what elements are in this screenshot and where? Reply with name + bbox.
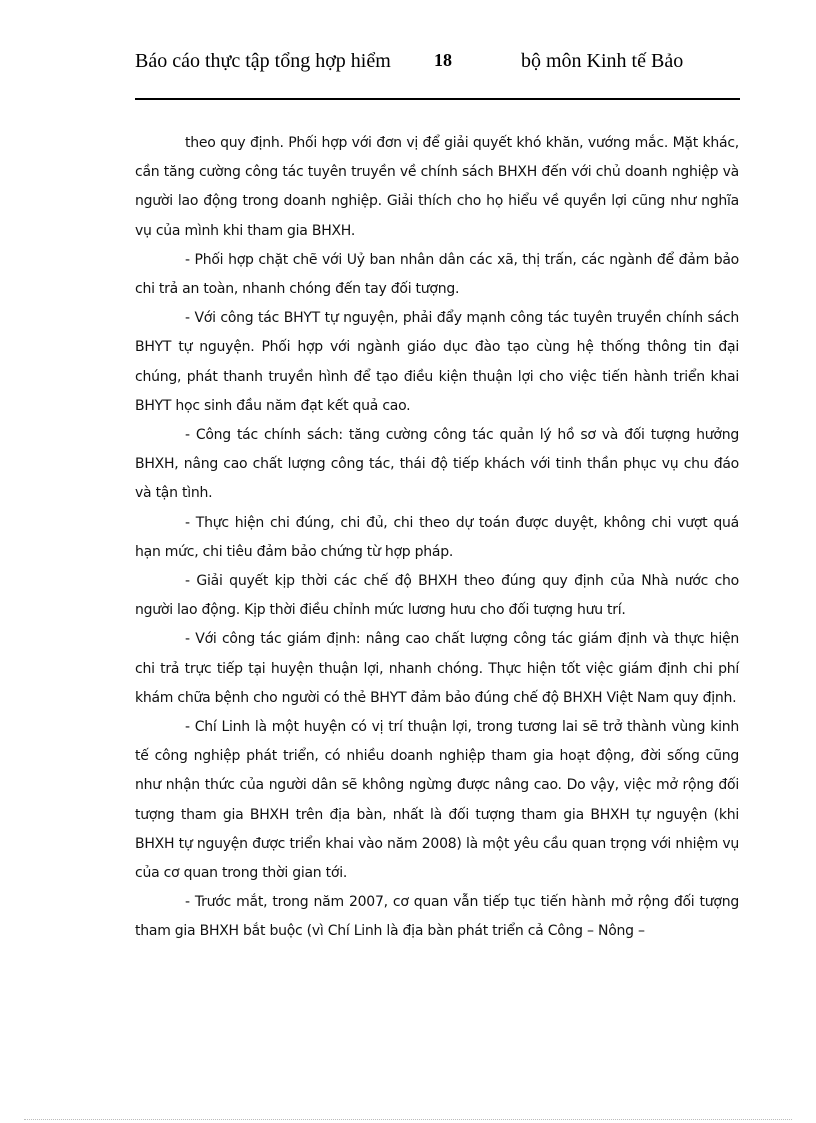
header-department: bộ môn Kinh tế Bảo [521, 50, 684, 72]
footer-divider [24, 1119, 792, 1120]
paragraph: theo quy định. Phối hợp với đơn vị để giải quyết khó khăn, vướng mắc. Mặt khác, cần tăng cường công tác tuyên truyền về chính sách BHXH đến với chủ doanh nghiệp và người lao động trong doanh nghiệp. Giải thích cho họ hiểu về quyền lợi cũng như nghĩa vụ của mình khi tham gia BHXH. [135, 135, 739, 239]
body-text [135, 129, 739, 947]
header-divider [135, 98, 740, 100]
paragraph: - Với công tác BHYT tự nguyện, phải đẩy mạnh công tác tuyên truyền chính sách BHYT tự nguyện. Phối hợp với ngành giáo dục đào tạo cùng hệ thống thông tin đại chúng, phát thanh truyền hình để tạo điều kiện thuận lợi cho việc tiến hành triển khai BHYT học sinh đầu năm đạt kết quả cao. [135, 310, 739, 414]
paragraph: - Công tác chính sách: tăng cường công tác quản lý hồ sơ và đối tượng hưởng BHXH, nâng cao chất lượng công tác, thái độ tiếp khách với tinh thần phục vụ chu đáo và tận tình. [135, 427, 739, 502]
paragraph: - Chí Linh là một huyện có vị trí thuận lợi, trong tương lai sẽ trở thành vùng kinh tế công nghiệp phát triển, có nhiều doanh nghiệp tham gia hoạt động, đời sống cũng như nhận thức của người dân sẽ không ngừng được nâng cao. Do vậy, việc mở rộng đối tượng tham gia BHXH trên địa bàn, nhất là đối tượng tham gia BHXH tự nguyện (khi BHXH tự nguyện được triển khai vào năm 2008) là một yêu cầu quan trọng với nhiệm vụ của cơ quan trong thời gian tới. [135, 719, 739, 882]
paragraph: - Với công tác giám định: nâng cao chất lượng công tác giám định và thực hiện chi trả trực tiếp tại huyện thuận lợi, nhanh chóng. Thực hiện tốt việc giám định chi phí khám chữa bệnh cho người có thẻ BHYT đảm bảo đúng chế độ BHXH Việt Nam quy định. [135, 631, 739, 706]
paragraph: - Giải quyết kịp thời các chế độ BHXH theo đúng quy định của Nhà nước cho người lao động. Kịp thời điều chỉnh mức lương hưu cho đối tượng hưu trí. [135, 573, 739, 619]
paragraph: - Trước mắt, trong năm 2007, cơ quan vẫn tiếp tục tiến hành mở rộng đối tượng tham gia BHXH bắt buộc (vì Chí Linh là địa bàn phát triển cả Công – Nông – [135, 894, 739, 940]
header-report-title: Báo cáo thực tập tổng hợp hiểm [135, 50, 391, 72]
page-number: 18 [434, 50, 452, 70]
paragraph: - Phối hợp chặt chẽ với Uỷ ban nhân dân các xã, thị trấn, các ngành để đảm bảo chi trả an toàn, nhanh chóng đến tay đối tượng. [135, 251, 739, 298]
paragraph: - Thực hiện chi đúng, chi đủ, chi theo dự toán được duyệt, không chi vượt quá hạn mức, chi tiêu đảm bảo chứng từ hợp pháp. [135, 514, 739, 560]
